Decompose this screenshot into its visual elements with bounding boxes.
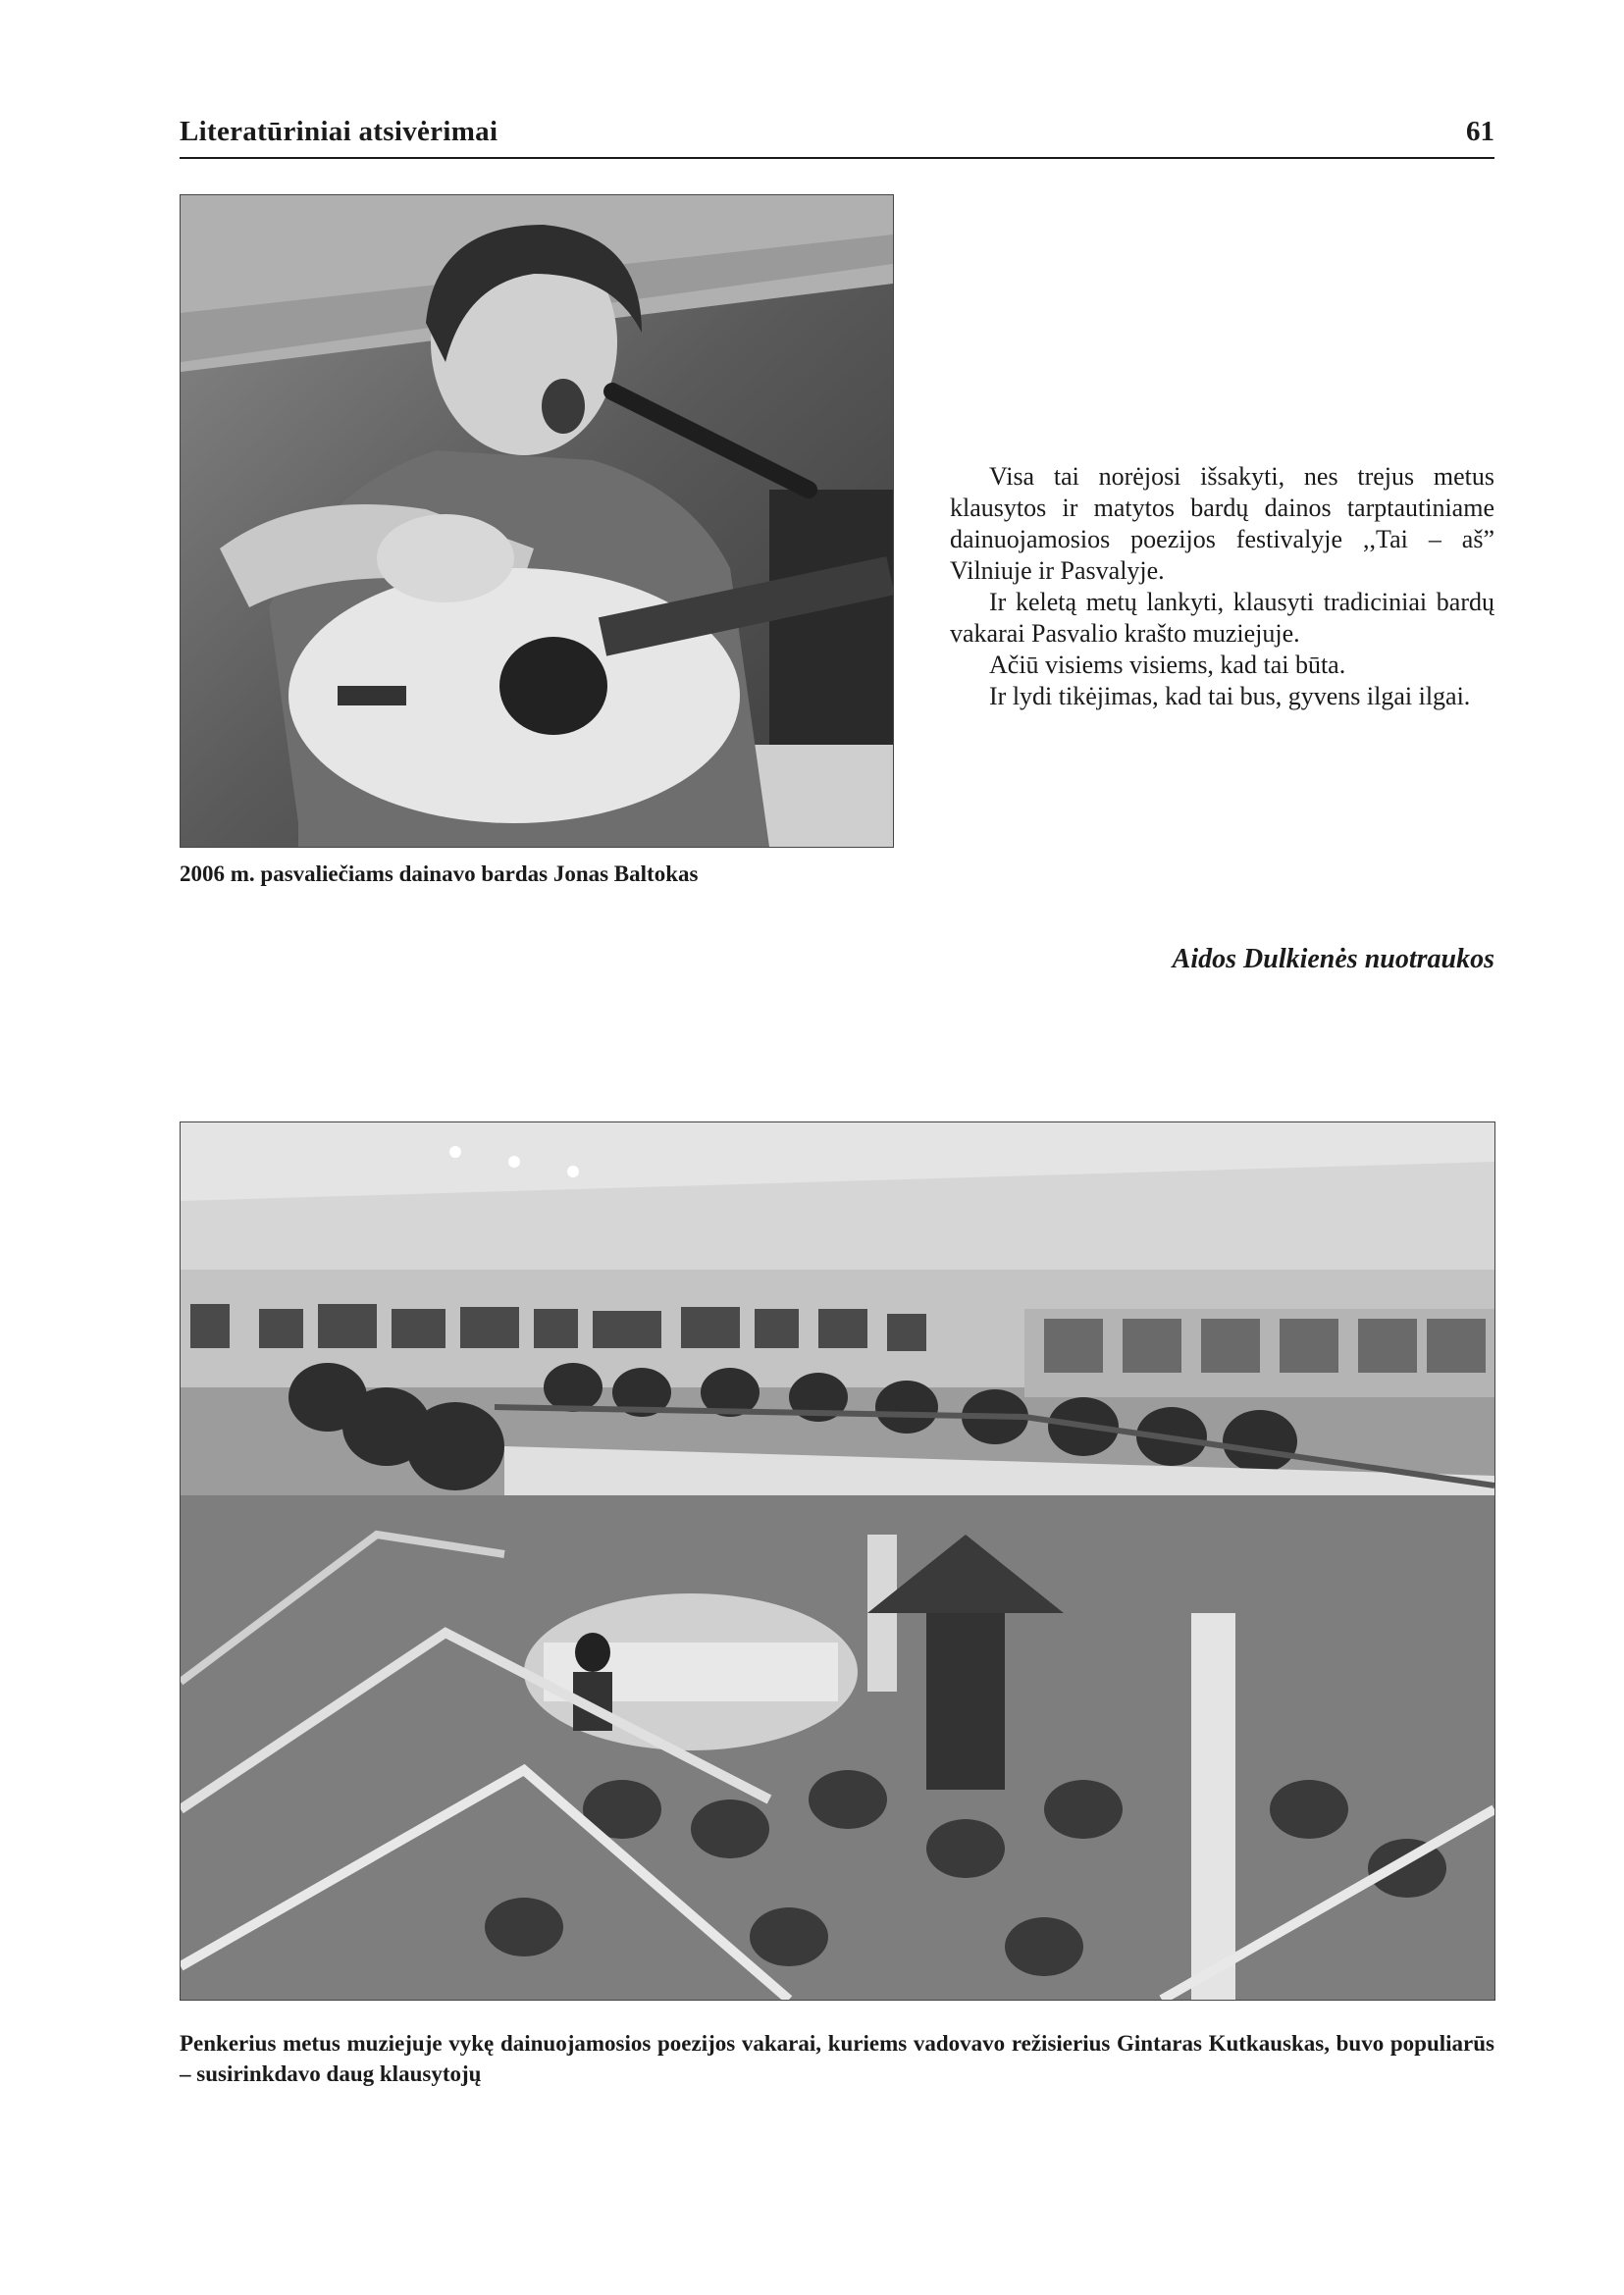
paragraph: Ir lydi tikėjimas, kad tai bus, gyvens ilgai ilgai. <box>989 682 1471 710</box>
page-number: 61 <box>1466 116 1494 147</box>
singer-photo <box>180 194 894 848</box>
header-rule <box>180 157 1494 159</box>
body-text <box>950 461 1494 712</box>
paragraph: Ačiū visiems visiems, kad tai būta. <box>989 651 1346 679</box>
paragraph: Visa tai norėjosi išsakyti, nes trejus metus klausytos ir matytos bardų dainos tarptautiniame dainuojamosios poezijos festivalyje ,,Tai – aš” Vilniuje ir Pasvalyje. <box>950 462 1494 585</box>
museum-hall-photo <box>180 1121 1495 2001</box>
running-title: Literatūriniai atsivėrimai <box>180 116 498 147</box>
figure-1-caption: 2006 m. pasvaliečiams dainavo bardas Jonas Baltokas <box>180 861 699 886</box>
page-header <box>180 116 1494 159</box>
figure-2-caption: Penkerius metus muziejuje vykę dainuojamosios poezijos vakarai, kuriems vadovavo režisierius Gintaras Kutkauskas, buvo populiarūs – susirinkdavo daug klausytojų <box>180 2031 1494 2086</box>
photo-credit: Aidos Dulkienės nuotraukos <box>1172 944 1494 974</box>
paragraph: Ir keletą metų lankyti, klausyti tradiciniai bardų vakarai Pasvalio krašto muziejuje. <box>950 588 1494 648</box>
